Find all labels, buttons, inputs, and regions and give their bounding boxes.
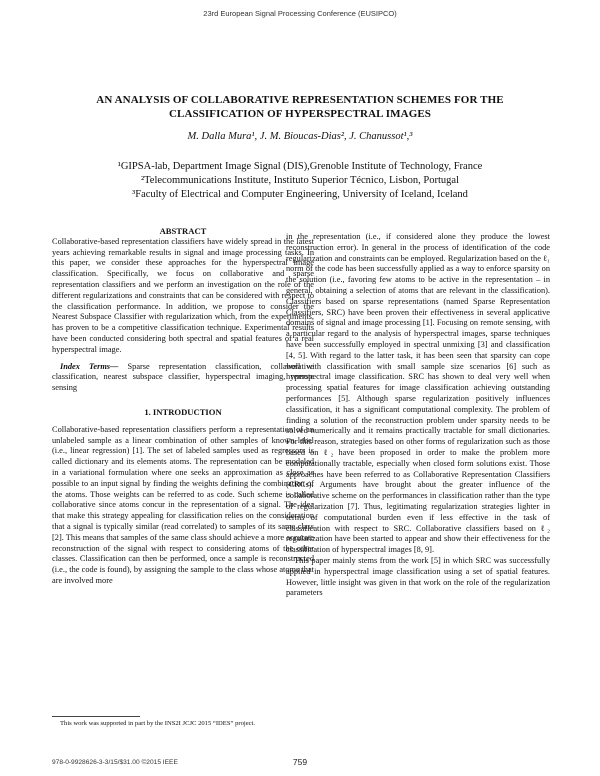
- affiliation-1: ¹GIPSA-lab, Department Image Signal (DIS),Grenoble Institute of Technology, France: [117, 161, 483, 172]
- right-paragraph-1: in the representation (i.e., if considered alone they produce the lowest reconstruction error). In general in the process of identification of the code regularization and constraints can be employed. Regularization based on the ℓ₁ norm of the code has been successfully applied as a way to enforce sparsity on the solution (i.e., favoring few atoms to be active in the representation – in general, obtaining a selection of atoms that are relevant in the classification). Classifiers based on sparse representations (named Sparse Representation Classifiers, SRC) have been proven their effectiveness in several applicative domains of signal and image processing [1]. Focusing on remote sensing, with a particular regard to the analysis of hyperspectral images, sparse techniques have been successfully employed in spectral unmixing [3] and classification [4, 5]. With regard to the latter task, it has been seen that sparsity can cope well with classification with small sample size scenarios [6] such as hyperspectral image classification. SRC has shown to deal very well when processing spatial features for image classification achieving outstanding performances [5]. Although sparse regularization positively influences classification, it has a significant computational complexity. The problem of finding a solution of the reconstruction problem under sparsity needs to be solved numerically and it remains practically tractable for small dictionaries. For this reason, strategies based on other forms of regularization such as those based on ℓ₂ have been proposed in order to make the problem more computationally tractable, especially when closed form solutions exist. Those approaches have been referred to as Collaborative Representation Classifiers (CRCs). Arguments have brought about the greater influence of the collaborative scheme on the performances in classification rather than the type of regularization [7]. Thus, legitimating regularization strategies lighter in terms of computational burden even if less effective in the task of classification with respect to SRC. Collaborative classifiers based on ℓ₂ regularization have been started to appear and show their effectiveness for the classification of hyperspectral images [8, 9].: [286, 232, 550, 555]
- page-number: 759: [292, 757, 308, 767]
- introduction-paragraph-1: Collaborative-based representation classifiers perform a representation of an unlabeled sample as a linear combination of other samples of known label (i.e., linear regression) [1]. The set of labeled samples used as regressors is called dictionary and its elements atoms. The representation can be modeled in a variational formulation where one seeks an approximation as close as possible to an input signal by finding the weights defining the combination of the atoms. Those weights can be referred to as code. Such scheme is called collaborative since atoms concur in the representation of a signal. The idea that make this strategy appealing for classification relies on the consideration that a signal is typically similar (read correlated) to samples of its same class [2]. This means that samples of the same class should achieve a more accurate reconstruction of the signal with respect to considering atoms of the other classes. Classification can then be performed, once a sample is reconstructed (i.e., the code is found), by assigning the sample to the class whose atoms that are involved more: [52, 424, 314, 585]
- right-column: [286, 232, 550, 599]
- affiliation-2: ²Telecommunications Institute, Instituto Superior Técnico, Lisbon, Portugal: [140, 175, 460, 186]
- footnote-divider: [52, 716, 140, 717]
- title-line-1: AN ANALYSIS OF COLLABORATIVE REPRESENTATION SCHEMES FOR THE: [96, 94, 504, 106]
- paper-title: [60, 93, 540, 121]
- title-line-2: CLASSIFICATION OF HYPERSPECTRAL IMAGES: [168, 108, 432, 120]
- isbn-line: 978-0-9928626-3-3/15/$31.00 ©2015 IEEE: [52, 759, 178, 766]
- affiliation-3: ³Faculty of Electrical and Computer Engineering, University of Iceland, Iceland: [132, 189, 468, 200]
- introduction-heading: 1. INTRODUCTION: [144, 406, 222, 417]
- index-terms: [52, 362, 314, 394]
- index-terms-label: Index Terms—: [60, 361, 119, 371]
- index-terms-text: Sparse representation classification, collaborative classification, nearest subspace classifier, hyperspectral imaging, remote sensing: [52, 361, 314, 393]
- left-column: [52, 226, 314, 587]
- abstract-text: Collaborative-based representation classifiers have widely spread in the latest years achieving remarkable results in signal and image processing tasks. In this paper, we consider these approaches for the hyperspectral image classification. Specifically, we focus on collaborative and sparse representation classifiers and we perform an investigation on the role of the different regularizations and constraints that can be considered with respect to the classification performance. In addition, we propose to consider the Nearest Subspace Classifier with regularization which, from the experiments, has proven to be a competitive classification technique. Experimental results have been conducted considering both spectral and spatial features of a real hyperspectral image.: [52, 236, 314, 354]
- conference-header: 23rd European Signal Processing Conference (EUSIPCO): [203, 9, 397, 18]
- authors: M. Dalla Mura¹, J. M. Bioucas-Dias², J. Chanussot¹,³: [187, 131, 413, 142]
- right-paragraph-2: This paper mainly stems from the work [5] in which SRC was successfully applied in hyperspectral image classification using a set of spatial features. However, little insight was given in that work on the role of the regularization parameters: [286, 555, 550, 598]
- footnote: This work was supported in part by the INS2I JCJC 2015 “IDES” project.: [60, 720, 256, 727]
- affiliations: [0, 160, 600, 202]
- abstract-heading: ABSTRACT: [159, 226, 207, 236]
